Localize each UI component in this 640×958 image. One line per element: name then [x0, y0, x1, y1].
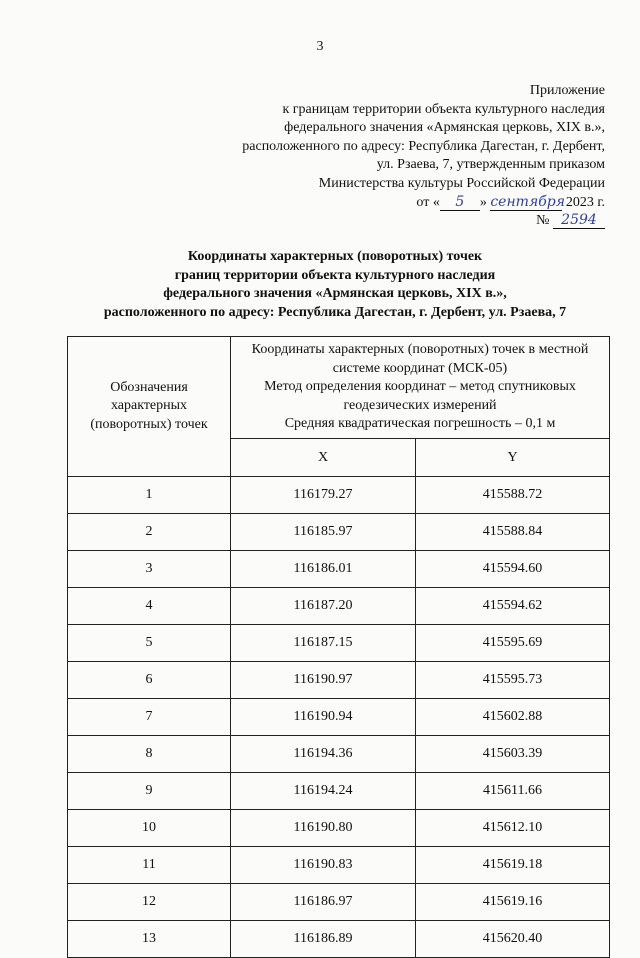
coordinates-table — [67, 336, 610, 958]
header-line: Координаты характерных (поворотных) точек в местной — [251, 342, 589, 358]
x-coordinate: 116190.80 — [231, 810, 416, 847]
date-month-handwritten: сентября — [490, 193, 565, 210]
order-number-handwritten: 2594 — [553, 213, 605, 229]
point-number: 1 — [68, 477, 231, 514]
table-row — [68, 810, 610, 847]
x-coordinate: 116190.94 — [231, 699, 416, 736]
table-row — [68, 662, 610, 699]
appendix-line: Министерства культуры Российской Федерации — [318, 175, 605, 191]
title-line: Координаты характерных (поворотных) точек — [187, 249, 483, 264]
x-coordinate: 116186.97 — [231, 884, 416, 921]
y-coordinate: 415619.18 — [416, 847, 610, 884]
x-coordinate: 116186.01 — [231, 551, 416, 588]
table-row — [68, 699, 610, 736]
y-coordinate: 415594.62 — [416, 588, 610, 625]
table-row — [68, 736, 610, 773]
date-day-handwritten: 5 — [440, 195, 480, 211]
point-number: 11 — [68, 847, 231, 884]
y-column-header: Y — [416, 439, 610, 477]
x-coordinate: 116190.97 — [231, 662, 416, 699]
point-number: 5 — [68, 625, 231, 662]
point-number: 2 — [68, 514, 231, 551]
y-coordinate: 415619.16 — [416, 884, 610, 921]
x-column-header: X — [231, 439, 416, 477]
x-coordinate: 116194.36 — [231, 736, 416, 773]
x-coordinate: 116179.27 — [231, 477, 416, 514]
point-number: 8 — [68, 736, 231, 773]
point-number: 9 — [68, 773, 231, 810]
table-row — [68, 921, 610, 958]
order-number — [242, 212, 605, 231]
appendix-line: ул. Рзаева, 7, утвержденным приказом — [376, 157, 605, 173]
appendix-line: федерального значения «Армянская церковь, XIX в.», — [284, 120, 605, 136]
header-line: Метод определения координат – метод спутниковых — [264, 379, 576, 395]
appendix-header — [242, 82, 605, 231]
point-number: 12 — [68, 884, 231, 921]
table-row — [68, 477, 610, 514]
header-line: (поворотных) точек — [90, 416, 208, 432]
y-coordinate: 415602.88 — [416, 699, 610, 736]
y-coordinate: 415588.84 — [416, 514, 610, 551]
table-row — [68, 847, 610, 884]
header-line: системе координат (МСК-05) — [332, 360, 508, 376]
coordinates-description-header — [231, 337, 610, 439]
y-coordinate: 415603.39 — [416, 736, 610, 773]
title-line: границ территории объекта культурного наследия — [174, 267, 496, 283]
x-coordinate: 116186.89 — [231, 921, 416, 958]
title-line: расположенного по адресу: Республика Дагестан, г. Дербент, ул. Рзаева, 7 — [103, 304, 567, 320]
header-line: Средняя квадратическая погрешность – 0,1 м — [284, 416, 556, 432]
date-year: 2023 г. — [565, 194, 605, 210]
point-number: 7 — [68, 699, 231, 736]
page-number: 3 — [316, 39, 324, 54]
table-row — [68, 588, 610, 625]
y-coordinate: 415588.72 — [416, 477, 610, 514]
x-coordinate: 116187.20 — [231, 588, 416, 625]
header-line: геодезических измерений — [343, 397, 497, 413]
number-prefix: № — [536, 213, 550, 229]
y-coordinate: 415612.10 — [416, 810, 610, 847]
table-row — [68, 551, 610, 588]
table-row — [68, 514, 610, 551]
table-row — [68, 773, 610, 810]
table-row — [68, 625, 610, 662]
date-prefix: от « — [416, 194, 440, 210]
table-header-row — [68, 337, 610, 439]
appendix-line: расположенного по адресу: Республика Дагестан, г. Дербент, — [242, 138, 605, 154]
date-quote: » — [479, 194, 487, 210]
point-number: 10 — [68, 810, 231, 847]
x-coordinate: 116194.24 — [231, 773, 416, 810]
point-number: 13 — [68, 921, 231, 958]
y-coordinate: 415595.69 — [416, 625, 610, 662]
y-coordinate: 415594.60 — [416, 551, 610, 588]
point-number: 6 — [68, 662, 231, 699]
title-line: федерального значения «Армянская церковь, XIX в.», — [163, 286, 507, 302]
y-coordinate: 415595.73 — [416, 662, 610, 699]
x-coordinate: 116190.83 — [231, 847, 416, 884]
y-coordinate: 415620.40 — [416, 921, 610, 958]
point-designation-header — [68, 337, 231, 477]
header-line: Обозначения — [110, 379, 188, 395]
x-coordinate: 116185.97 — [231, 514, 416, 551]
point-number: 4 — [68, 588, 231, 625]
point-number: 3 — [68, 551, 231, 588]
document-title — [0, 248, 640, 322]
y-coordinate: 415611.66 — [416, 773, 610, 810]
header-line: характерных — [110, 398, 188, 414]
appendix-title: Приложение — [529, 83, 605, 98]
order-date — [242, 194, 605, 213]
appendix-line: к границам территории объекта культурного наследия — [282, 101, 605, 117]
table-row — [68, 884, 610, 921]
x-coordinate: 116187.15 — [231, 625, 416, 662]
